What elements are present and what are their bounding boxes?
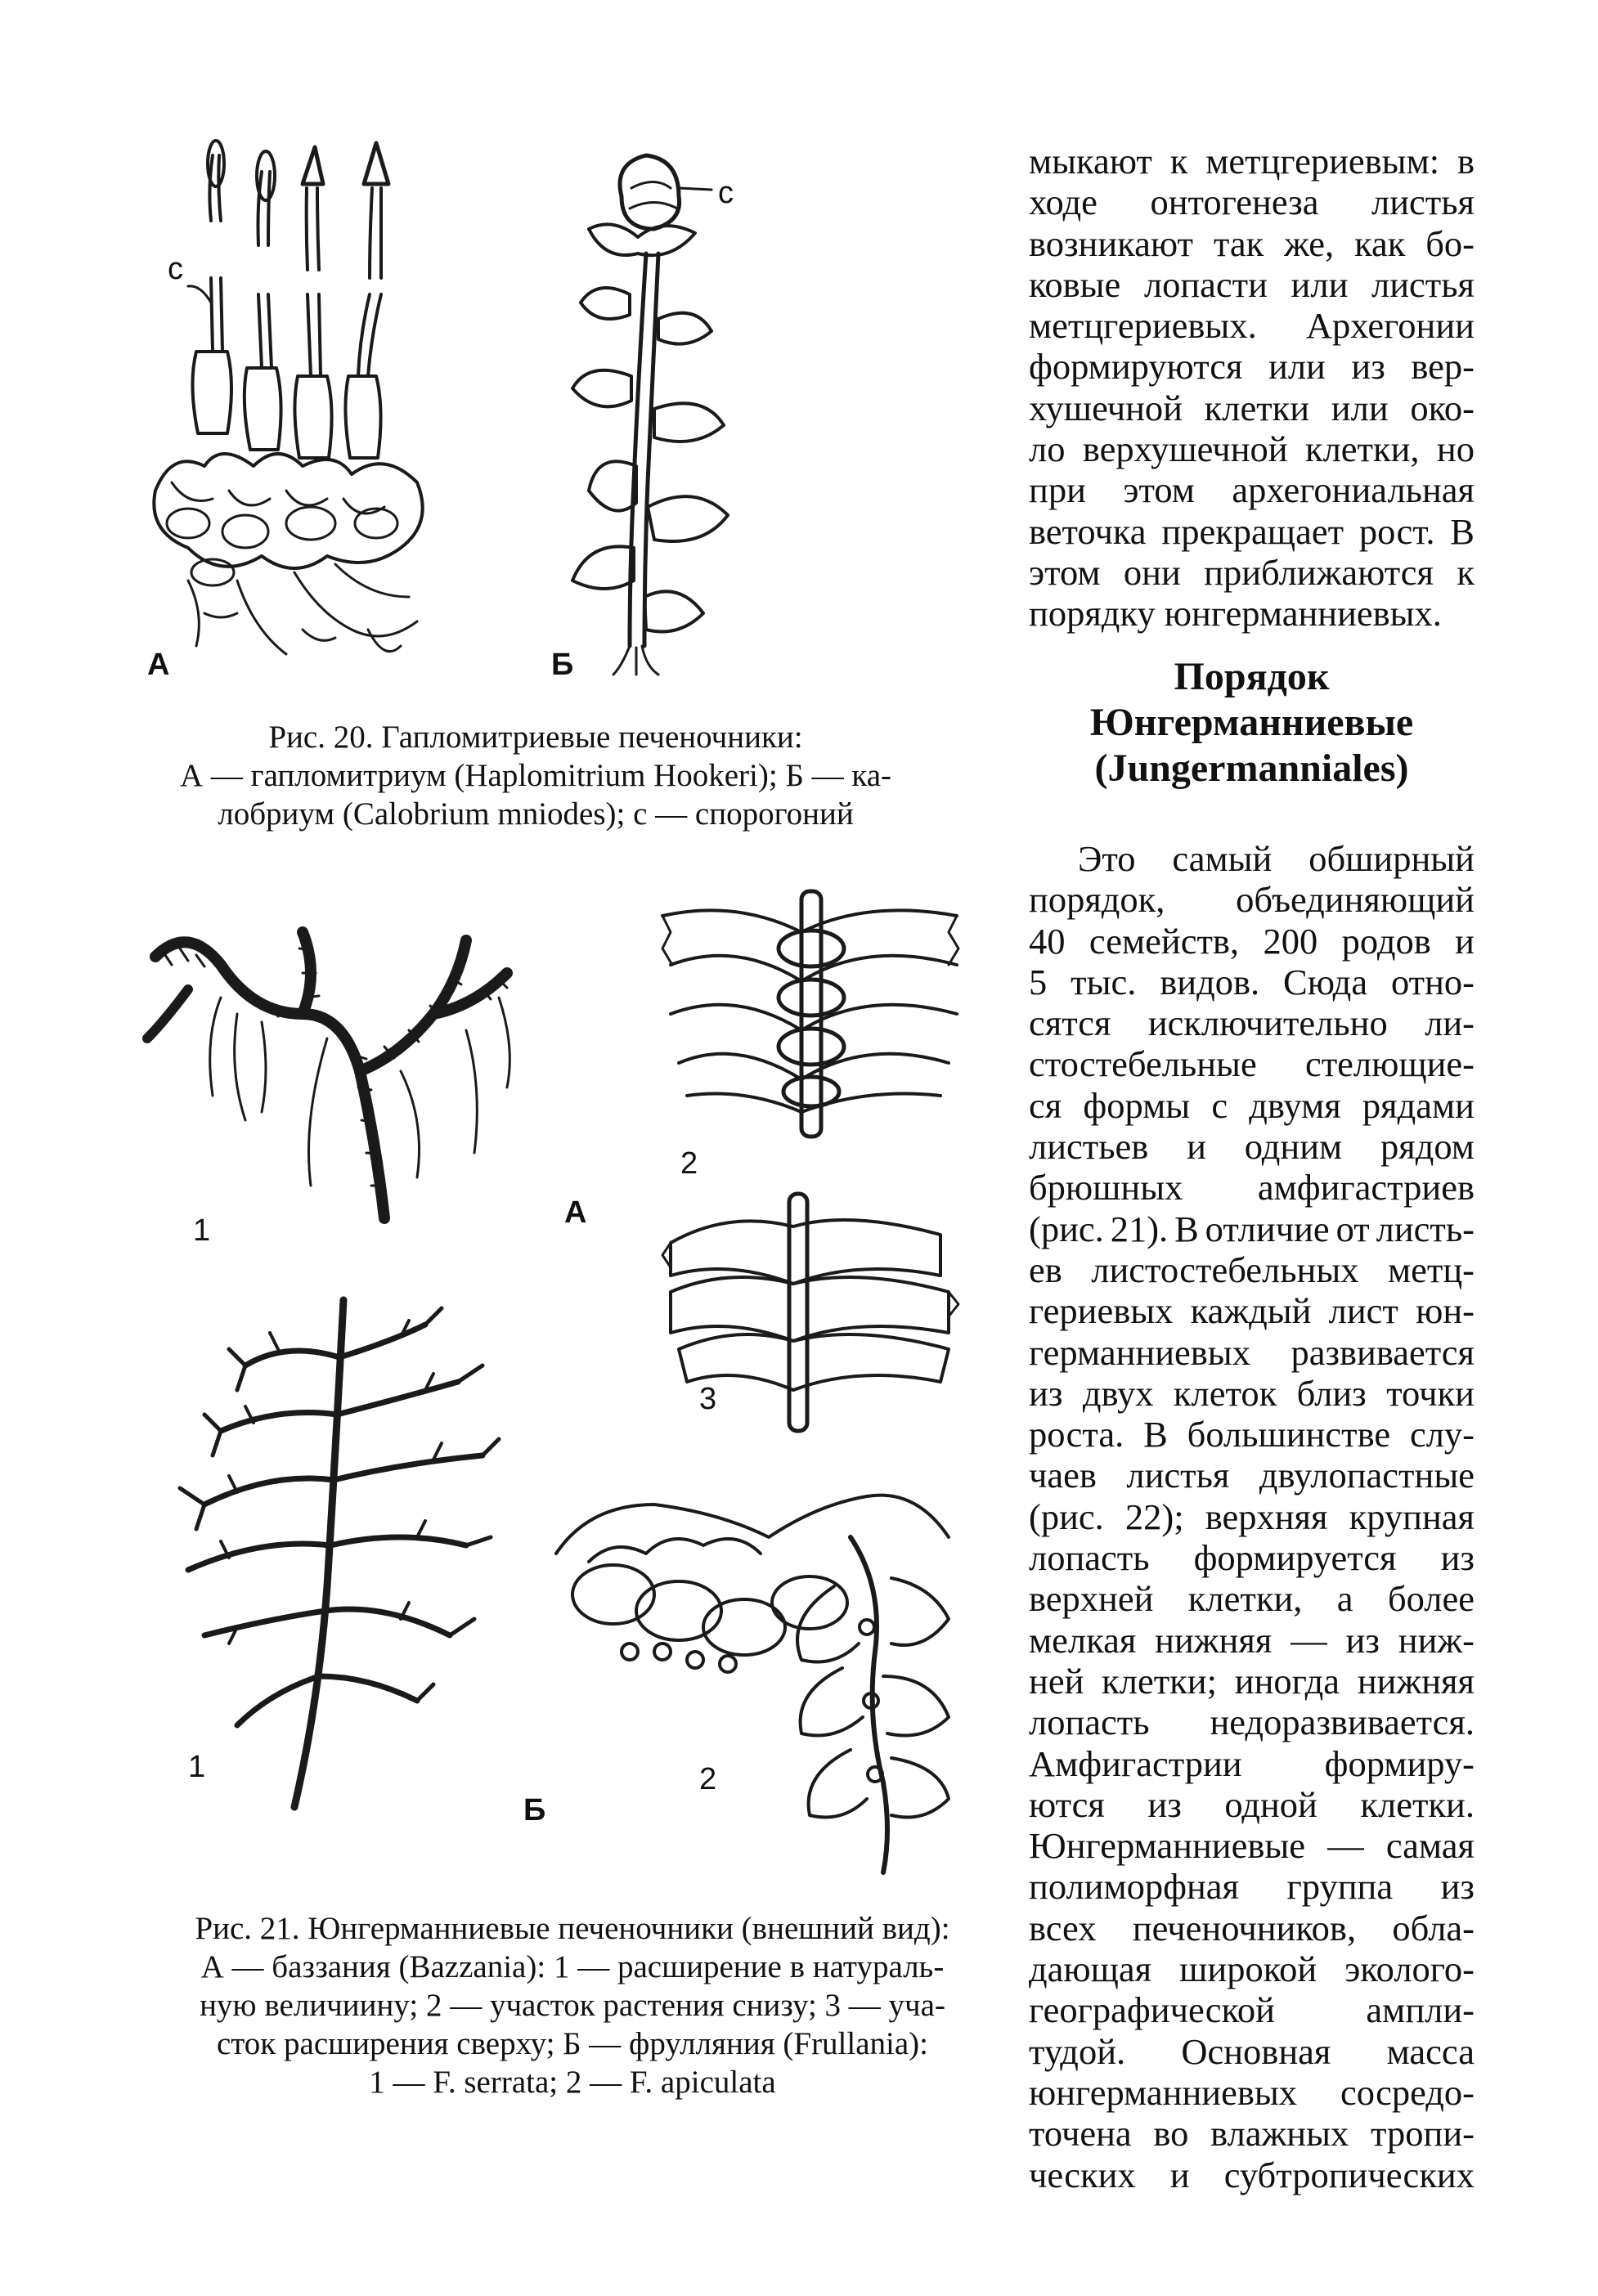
text-word: полиморфная	[1029, 1866, 1240, 1908]
text-word: сосредо-	[1340, 2071, 1475, 2113]
text-word: ческих	[1029, 2154, 1136, 2195]
text-word: и	[1169, 2154, 1190, 2195]
text-word: порядок,	[1029, 879, 1165, 921]
text-line	[1029, 2155, 1475, 2195]
body-text-bottom	[1029, 838, 1475, 2195]
body-text-top	[1029, 141, 1475, 635]
text-word: бо-	[1425, 222, 1475, 264]
text-line	[1029, 921, 1475, 962]
text-line	[1029, 1455, 1475, 1496]
text-word: к	[1457, 551, 1475, 593]
text-word: метц-	[1387, 1249, 1475, 1290]
figure-21-caption	[139, 1909, 1006, 2101]
text-line	[1029, 879, 1475, 920]
text-word: ампли-	[1366, 1989, 1475, 2031]
text-word: клеток	[1173, 1372, 1277, 1414]
text-word: метцгериевых.	[1029, 305, 1257, 347]
text-word: верхней	[1029, 1578, 1154, 1620]
text-word: ковые	[1029, 263, 1121, 305]
calobrium-illustration	[540, 139, 785, 679]
text-line	[1029, 1578, 1475, 1619]
text-word: —	[1327, 1825, 1364, 1867]
text-word: широкой	[1179, 1948, 1317, 1990]
text-word: нижняя	[1357, 1660, 1475, 1702]
text-word: из	[1440, 1537, 1475, 1579]
figure-21-label-a-1: 1	[193, 1213, 211, 1248]
text-word: большинстве	[1187, 1414, 1391, 1455]
figure-20-label-a: А	[147, 648, 170, 682]
figure-21-label-b-1: 1	[188, 1750, 206, 1784]
text-word: Это	[1078, 838, 1136, 879]
text-line	[1029, 223, 1475, 264]
text-word: лист	[1328, 1290, 1398, 1332]
text-line	[1029, 1989, 1475, 2030]
text-word: 21).	[1110, 1208, 1169, 1249]
text-word: лопасть	[1029, 1702, 1150, 1743]
text-word: недоразвивается.	[1210, 1702, 1475, 1743]
text-word: клетки;	[1102, 1660, 1217, 1702]
text-line	[1029, 1126, 1475, 1167]
text-word: и	[1455, 920, 1475, 962]
section-heading	[1029, 654, 1475, 791]
text-word: же,	[1284, 222, 1335, 264]
text-word: влажных	[1210, 2113, 1349, 2155]
text-word: видов.	[1160, 961, 1260, 1002]
text-line	[1029, 1948, 1475, 1989]
text-word: листь-	[1376, 1208, 1475, 1249]
text-word: Амфигастрии	[1029, 1742, 1242, 1784]
figure-20-label-c-left: с	[168, 252, 183, 286]
heading-line: Порядок	[1174, 655, 1330, 698]
text-word: В	[1174, 1208, 1199, 1249]
text-line	[1029, 1373, 1475, 1414]
text-word: гериевых	[1029, 1290, 1174, 1332]
text-word: сятся	[1029, 1002, 1111, 1044]
text-line	[1029, 1866, 1475, 1907]
text-line	[1029, 1620, 1475, 1661]
text-word: двумя	[1249, 1084, 1341, 1126]
text-line	[1029, 182, 1475, 222]
text-line	[1029, 428, 1475, 469]
text-word: листостебельных	[1091, 1249, 1359, 1290]
text-line	[1029, 838, 1475, 879]
text-word: в	[1457, 141, 1475, 182]
text-word: отно-	[1390, 961, 1475, 1002]
frullania-apiculata-illustration	[540, 1455, 981, 1881]
text-line	[1029, 1825, 1475, 1866]
text-word: самая	[1385, 1825, 1475, 1867]
text-word: близ	[1296, 1372, 1367, 1414]
text-word: ся	[1029, 1084, 1062, 1126]
text-word: из	[1351, 346, 1385, 388]
text-word: формы	[1083, 1084, 1191, 1126]
text-word: 40	[1029, 920, 1066, 962]
text-word: а	[1336, 1578, 1353, 1620]
text-line	[1029, 1908, 1475, 1948]
text-word: родов	[1341, 920, 1431, 962]
text-word: верхняя	[1205, 1496, 1328, 1537]
text-line	[1029, 1002, 1475, 1043]
text-line	[1029, 1661, 1475, 1702]
text-line	[1029, 1332, 1475, 1373]
text-line	[1029, 1784, 1475, 1825]
text-word: листьев	[1029, 1126, 1149, 1168]
text-word: формируется	[1193, 1537, 1397, 1579]
text-word: чаев	[1029, 1455, 1097, 1496]
text-word: роста.	[1029, 1414, 1124, 1455]
figure-20	[0, 0, 1022, 867]
text-word: прекращает	[1161, 510, 1344, 552]
text-line	[1029, 1414, 1475, 1455]
text-word: из	[1440, 1866, 1475, 1908]
text-word: веточка	[1029, 510, 1147, 552]
text-word: (рис.	[1029, 1496, 1104, 1537]
text-word: более	[1387, 1578, 1475, 1620]
text-word: архегониальная	[1232, 469, 1475, 511]
text-word: или	[1291, 263, 1349, 305]
text-line	[1029, 2072, 1475, 2113]
text-word: амфигастриев	[1257, 1167, 1475, 1209]
text-word: двух	[1082, 1372, 1154, 1414]
text-word: тыс.	[1071, 961, 1137, 1002]
text-word: Сюда	[1283, 961, 1368, 1002]
text-word: иногда	[1234, 1660, 1340, 1702]
text-line	[1029, 2031, 1475, 2072]
text-word: обширный	[1308, 838, 1475, 879]
text-word: рост.	[1358, 510, 1435, 552]
text-word: око-	[1410, 387, 1475, 428]
text-word: клетки,	[1187, 1578, 1303, 1620]
figure-20-caption	[147, 718, 924, 833]
text-word: юнгерманниевых	[1029, 2071, 1298, 2113]
figure-20-caption-line: лобриум (Calobrium mniodes); с — спорогоний	[218, 796, 854, 832]
text-word: лопасть	[1029, 1537, 1150, 1579]
figure-21-label-a-2: 2	[680, 1146, 698, 1181]
text-word: В	[1450, 510, 1475, 552]
text-word: группа	[1286, 1866, 1394, 1908]
text-word: 200	[1263, 920, 1318, 962]
text-word: —	[1291, 1619, 1327, 1661]
figure-20-label-b: Б	[551, 648, 574, 682]
text-word: ниж-	[1398, 1619, 1475, 1661]
text-word: рядами	[1362, 1084, 1475, 1126]
text-word: стелющие-	[1304, 1043, 1475, 1085]
text-word: но	[1436, 428, 1475, 470]
heading-line: Юнгерманниевые	[1089, 701, 1414, 744]
text-word: или	[1268, 346, 1326, 388]
figure-21-caption-line: А — баззания (Bazzania): 1 — расширение в натураль-	[200, 1949, 945, 1984]
text-word: ней	[1029, 1660, 1084, 1702]
text-word: с	[1211, 1084, 1228, 1126]
text-word: юн-	[1416, 1290, 1475, 1332]
text-word: или	[1331, 387, 1389, 428]
text-word: листья	[1371, 182, 1475, 223]
text-word: нижняя	[1155, 1619, 1273, 1661]
text-word: формиру-	[1324, 1742, 1475, 1784]
text-word: тропи-	[1371, 2113, 1475, 2155]
text-line	[1029, 264, 1475, 305]
text-word: ли-	[1425, 1002, 1475, 1044]
text-word: и	[1187, 1126, 1206, 1168]
text-word: тудой.	[1029, 2030, 1126, 2072]
text-word: они	[1123, 551, 1181, 593]
text-line	[1029, 346, 1475, 387]
text-word: так	[1213, 222, 1264, 264]
text-word: ходе	[1029, 182, 1098, 223]
figure-21-label-b-2: 2	[699, 1762, 717, 1796]
figure-21-caption-line: ную величиину; 2 — участок растения снизу; 3 — уча-	[200, 1988, 945, 2023]
text-word: мелкая	[1029, 1619, 1137, 1661]
text-word: эколого-	[1344, 1948, 1475, 1990]
text-word: германниевых	[1029, 1331, 1250, 1373]
text-word: (рис.	[1029, 1208, 1104, 1249]
text-word: ев	[1029, 1249, 1062, 1290]
text-word: семейств,	[1089, 920, 1240, 962]
figure-21-caption-line: сток расширения сверху; Б — фрулляния (Frullania):	[216, 2026, 929, 2061]
text-word: стостебельные	[1029, 1043, 1257, 1085]
text-word: двулопастные	[1259, 1455, 1475, 1496]
figure-20-caption-line: А — гапломитриум (Haplomitrium Hookeri); Б — ка-	[179, 758, 892, 793]
text-word: самый	[1172, 838, 1273, 879]
text-word: ло	[1029, 428, 1066, 470]
text-word: формируются	[1029, 346, 1243, 388]
text-word: точена	[1029, 2113, 1132, 2155]
heading-line: (Jungermanniales)	[1094, 747, 1409, 790]
figure-21-label-b: Б	[523, 1793, 546, 1827]
text-word: В	[1143, 1414, 1168, 1455]
text-word: печеночников,	[1132, 1907, 1357, 1948]
text-word: одной	[1224, 1783, 1317, 1825]
text-word: исключительно	[1147, 1002, 1388, 1044]
text-word: Архегонии	[1305, 305, 1475, 347]
text-line	[1029, 962, 1475, 1002]
text-line	[1029, 552, 1475, 593]
text-word: к	[1169, 141, 1188, 182]
haplomitrium-illustration	[139, 139, 499, 679]
text-word: 5	[1029, 961, 1048, 1002]
text-word: этом	[1029, 551, 1101, 593]
figure-20-label-c-right: с	[718, 176, 734, 210]
text-line	[1029, 2113, 1475, 2154]
text-word: одним	[1244, 1126, 1343, 1168]
text-word: Юнгерманниевые	[1029, 1825, 1306, 1867]
text-word: брюшных	[1029, 1167, 1183, 1209]
text-word: листья	[1371, 263, 1475, 305]
text-word: вер-	[1411, 346, 1475, 388]
text-line	[1029, 1209, 1475, 1249]
frullania-serrata-illustration	[155, 1292, 515, 1832]
text-word: ются	[1029, 1783, 1105, 1825]
text-word: возникают	[1029, 222, 1193, 264]
text-word: верхушечной	[1082, 428, 1288, 470]
text-word: листья	[1126, 1455, 1230, 1496]
text-word: субтропических	[1223, 2154, 1475, 2195]
text-word: 22);	[1124, 1496, 1184, 1537]
text-word: дающая	[1029, 1948, 1152, 1990]
text-word: клетки,	[1304, 428, 1420, 470]
text-line	[1029, 1167, 1475, 1208]
text-word: лопасти	[1143, 263, 1268, 305]
text-line	[1029, 1743, 1475, 1784]
text-line	[1029, 1085, 1475, 1126]
text-word: обла-	[1392, 1907, 1475, 1948]
bazzania-segment-below-illustration	[662, 883, 973, 1145]
text-word: хушечной	[1029, 387, 1183, 428]
text-word: как	[1354, 222, 1406, 264]
text-word: этом	[1123, 469, 1195, 511]
text-word: географической	[1029, 1989, 1275, 2031]
text-word: отличие	[1205, 1208, 1330, 1249]
text-word: крупная	[1349, 1496, 1475, 1537]
text-word: из	[1345, 1619, 1380, 1661]
text-line	[1029, 511, 1475, 552]
text-line: порядку юнгерманниевых.	[1029, 593, 1442, 635]
figure-20-caption-line: Рис. 20. Гапломитриевые печеночники:	[268, 720, 803, 755]
text-word: из	[1147, 1783, 1182, 1825]
text-line	[1029, 141, 1475, 182]
text-word: при	[1029, 469, 1086, 511]
text-line	[1029, 305, 1475, 346]
text-word: точки	[1386, 1372, 1475, 1414]
text-word: развивается	[1291, 1331, 1475, 1373]
text-word: мыкают	[1029, 141, 1152, 182]
text-word: всех	[1029, 1907, 1097, 1948]
text-line	[1029, 469, 1475, 510]
text-word: онтогенеза	[1150, 182, 1319, 223]
text-word: от	[1335, 1208, 1370, 1249]
figure-21-label-a: А	[564, 1195, 587, 1230]
text-word: масса	[1386, 2030, 1475, 2072]
text-word: из	[1029, 1372, 1063, 1414]
text-word: во	[1153, 2113, 1189, 2155]
text-word: клетки.	[1360, 1783, 1475, 1825]
text-word: объединяющий	[1236, 879, 1475, 921]
text-word: каждый	[1190, 1290, 1312, 1332]
text-line	[1029, 1249, 1475, 1290]
figure-21-caption-line: Рис. 21. Юнгерманниевые печеночники (внешний вид):	[195, 1911, 950, 1946]
text-word: клетки	[1204, 387, 1310, 428]
text-line	[1029, 388, 1475, 428]
text-line	[1029, 1702, 1475, 1742]
text-line	[1029, 1537, 1475, 1578]
text-word: метцгериевым:	[1205, 141, 1440, 182]
figure-21-caption-line: 1 — F. serrata; 2 — F. apiculata	[369, 2065, 776, 2100]
text-line	[1029, 1043, 1475, 1084]
text-word: приближаются	[1204, 551, 1434, 593]
text-word: слу-	[1409, 1414, 1475, 1455]
text-line	[1029, 1290, 1475, 1331]
figure-21-label-a-3: 3	[699, 1382, 717, 1416]
text-word: Основная	[1181, 2030, 1331, 2072]
figure-21	[0, 883, 1022, 2191]
text-word: рядом	[1380, 1126, 1475, 1168]
text-line	[1029, 1496, 1475, 1537]
